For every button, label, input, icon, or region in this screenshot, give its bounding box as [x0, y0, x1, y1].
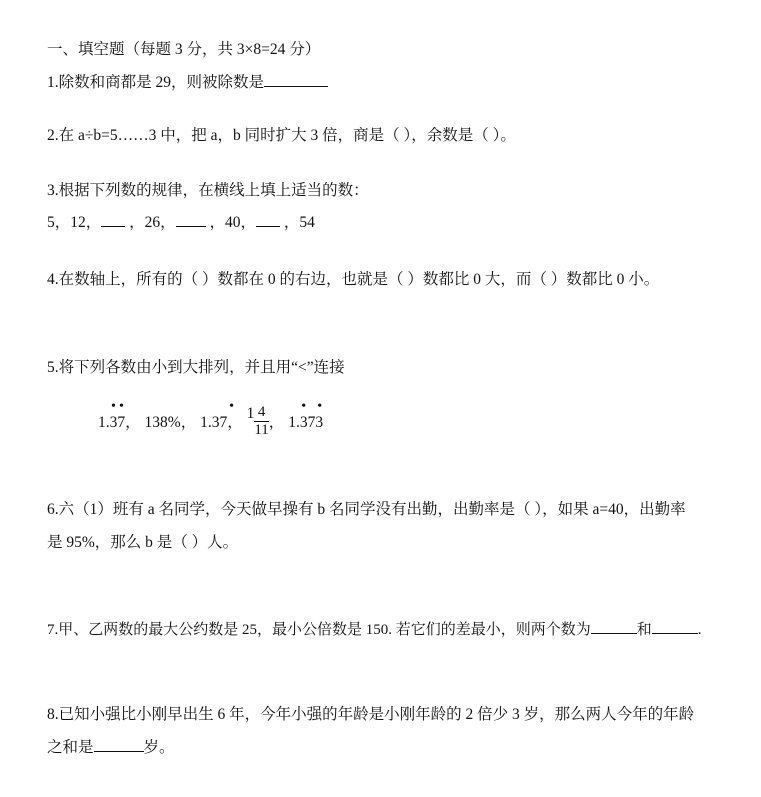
question-1-text: 1.除数和商都是 29，则被除数是: [47, 74, 265, 91]
repeating-decimal-3: 1.373 • •: [288, 399, 324, 432]
question-5: 5.将下列各数由小到大排列，并且用“<”连接: [47, 359, 345, 376]
fraction-numerator: 4: [254, 404, 268, 422]
answer-blank[interactable]: [176, 212, 206, 227]
question-6-line-1: 6.六（1）班有 a 名同学，今天做早操有 b 名同学没有出勤，出勤率是（ ），如果 a=40，出勤率: [47, 501, 686, 518]
question-5-numbers: [98, 399, 324, 441]
section-title: 一、填空题（每题 3 分，共 3×8=24 分）: [47, 41, 321, 58]
question-3: 3.根据下列数的规律，在横线上填上适当的数：: [47, 182, 369, 199]
question-7-end: .: [697, 622, 702, 638]
mixed-number: 1 $\frac{4}{11}$: [246, 404, 269, 438]
fraction-denominator: 11: [254, 422, 269, 438]
separator: ，: [268, 414, 285, 432]
answer-blank[interactable]: [101, 212, 125, 227]
sequence-part: ，40，: [209, 214, 257, 231]
question-7-text: 7.甲、乙两数的最大公约数是 25，最小公倍数是 150. 若它们的差最小，则两个数为: [47, 622, 591, 638]
question-8-text: 之和是: [47, 739, 94, 756]
repeating-decimal-1: 1.37 • •: [98, 399, 126, 432]
separator: ，: [227, 414, 243, 432]
sequence-part: ，26，: [129, 214, 176, 231]
answer-blank[interactable]: [591, 619, 637, 634]
question-8-line-2: [47, 737, 175, 758]
answer-blank[interactable]: [256, 212, 280, 227]
question-1: [47, 72, 328, 93]
question-3-sequence: [47, 212, 315, 233]
question-7: [47, 619, 702, 640]
question-8-line-1: 8.已知小强比小刚早出生 6 年，今年小强的年龄是小刚年龄的 2 倍少 3 岁，那么两人今年的年龄: [47, 706, 695, 723]
sequence-part: 5，12，: [47, 214, 102, 231]
sequence-part: ，54: [283, 214, 315, 231]
repeating-decimal-2: 1.37 •: [200, 399, 234, 432]
question-8-end: 岁。: [143, 739, 175, 756]
question-7-and: 和: [636, 622, 652, 638]
separator: ，: [125, 414, 141, 432]
question-6-line-2: 是 95%，那么 b 是（ ）人。: [47, 534, 239, 551]
answer-blank[interactable]: [652, 619, 698, 634]
answer-blank[interactable]: [264, 72, 328, 87]
question-4: 4.在数轴上，所有的（ ）数都在 0 的右边，也就是（ ）数都比 0 大，而（ ）数都比 0 小。: [47, 271, 660, 288]
question-2: 2.在 a÷b=5……3 中，把 a，b 同时扩大 3 倍，商是（ ），余数是（ ）。: [47, 127, 516, 144]
percent-number: 138%: [144, 414, 181, 432]
separator: ，: [180, 414, 197, 432]
answer-blank[interactable]: [94, 737, 144, 752]
